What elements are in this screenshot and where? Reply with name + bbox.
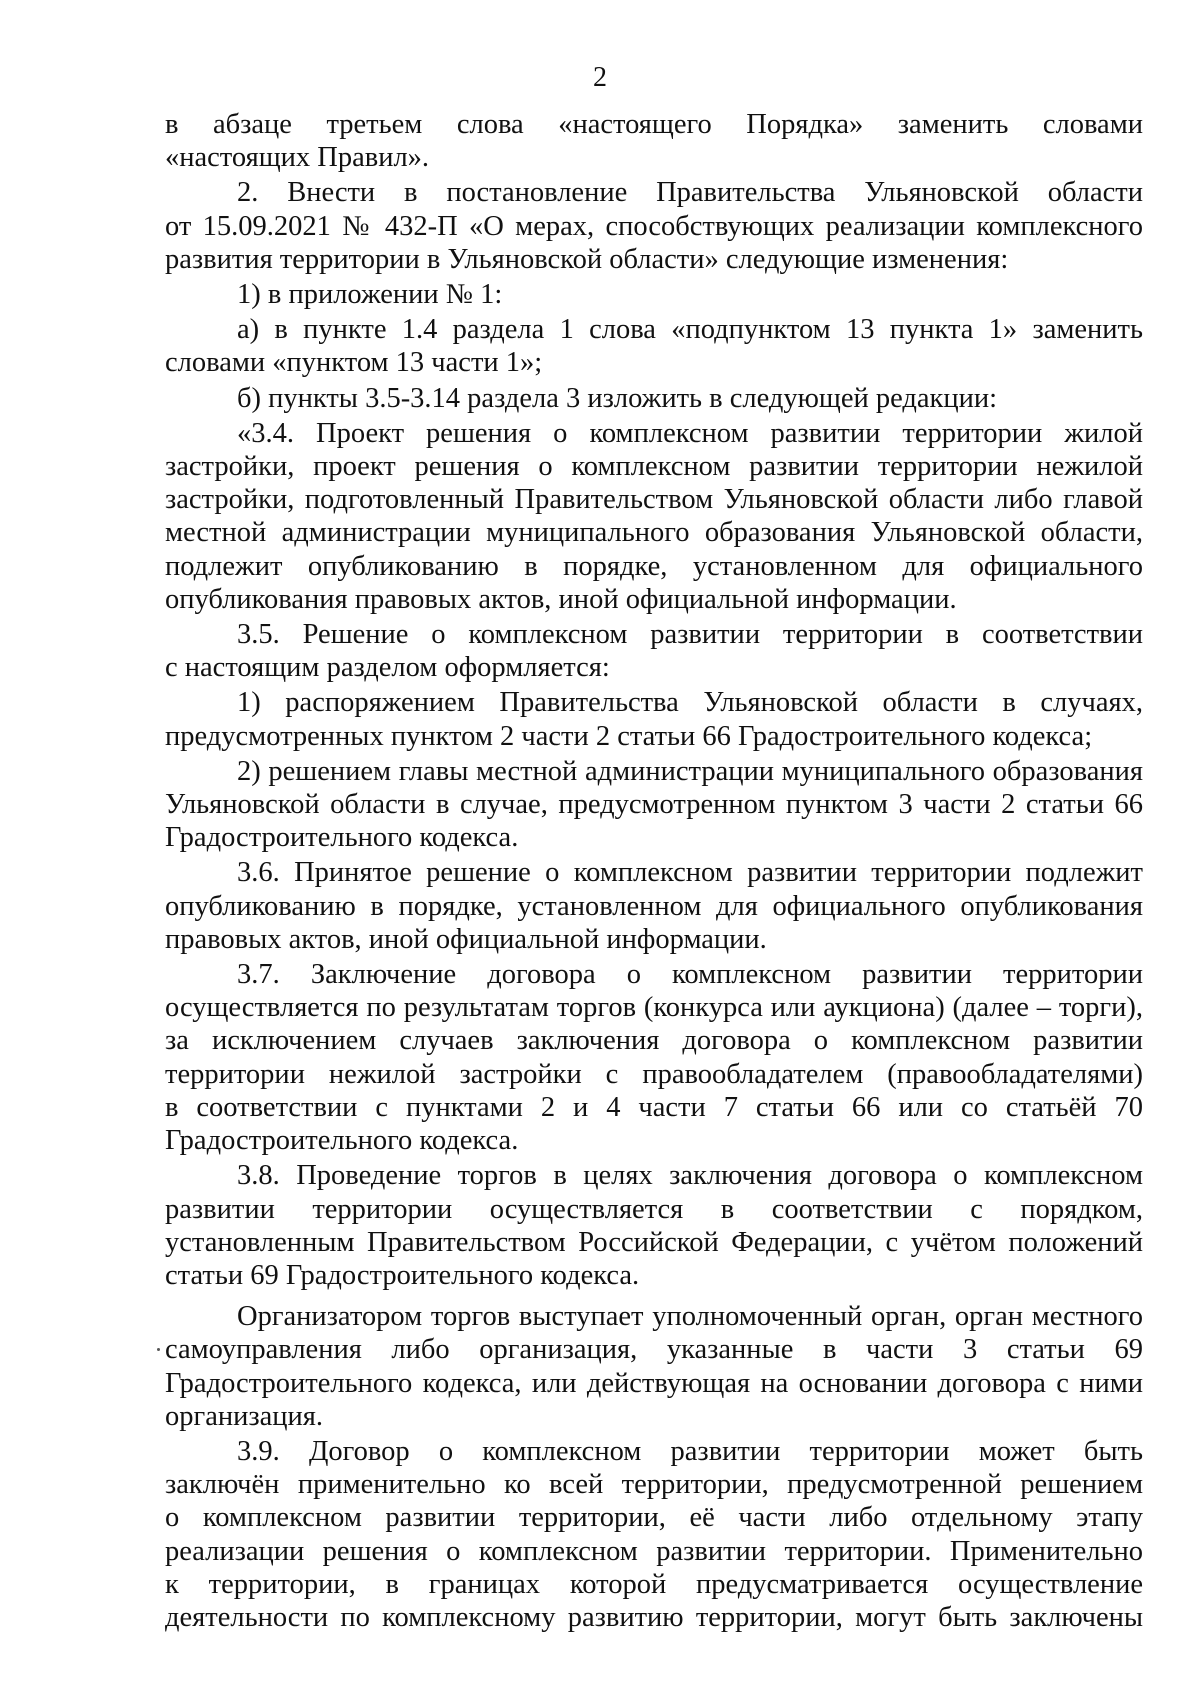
text-line: к территории, в границах которой предусматривается осуществление xyxy=(165,1568,1143,1600)
text-line: Градостроительного кодекса. xyxy=(165,822,519,854)
text-line: реализации решения о комплексном развитии территории. Применительно xyxy=(165,1535,1143,1567)
text-line: статьи 69 Градостроительного кодекса. xyxy=(165,1259,640,1291)
text-line: местной администрации муниципального образования Ульяновской области, xyxy=(165,517,1143,549)
page-number: 2 xyxy=(593,62,607,93)
text-line: за исключением случаев заключения договора о комплексном развитии xyxy=(165,1025,1143,1057)
text-line: правовых актов, иной официальной информации. xyxy=(165,923,767,955)
text-line: 1) в приложении № 1: xyxy=(237,279,503,311)
text-line: словами «пунктом 13 части 1»; xyxy=(165,347,543,379)
text-line: 3.9. Договор о комплексном развитии территории может быть xyxy=(237,1435,1143,1467)
text-line: заключён применительно ко всей территории, предусмотренной решением xyxy=(165,1469,1143,1501)
text-line: 1) распоряжением Правительства Ульяновской области в случаях, xyxy=(237,687,1143,719)
text-line: а) в пункте 1.4 раздела 1 слова «подпунктом 13 пункта 1» заменить xyxy=(237,314,1143,346)
text-line: установленным Правительством Российской Федерации, с учётом положений xyxy=(165,1226,1143,1258)
text-line: подлежит опубликованию в порядке, установленном для официального xyxy=(165,550,1143,582)
text-line: от 15.09.2021 № 432-П «О мерах, способствующих реализации комплексного xyxy=(165,210,1143,242)
text-line: застройки, подготовленный Правительством Ульяновской области либо главой xyxy=(165,484,1143,516)
scan-speck xyxy=(157,1348,160,1351)
text-line: опубликованию в порядке, установленном для официального опубликования xyxy=(165,890,1143,922)
text-line: в абзаце третьем слова «настоящего Порядка» заменить словами xyxy=(165,109,1143,140)
text-line: о комплексном развитии территории, её части либо отдельному этапу xyxy=(165,1502,1143,1534)
text-line: 3.7. Заключение договора о комплексном развитии территории xyxy=(237,959,1143,991)
text-line: с настоящим разделом оформляется: xyxy=(165,652,610,684)
text-line: развитии территории осуществляется в соответствии с порядком, xyxy=(165,1193,1143,1225)
text-line: «настоящих Правил». xyxy=(165,142,430,174)
text-line: б) пункты 3.5-3.14 раздела 3 изложить в следующей редакции: xyxy=(237,382,998,414)
text-line: застройки, проект решения о комплексном развитии территории нежилой xyxy=(165,451,1143,483)
text-line: 3.6. Принятое решение о комплексном развитии территории подлежит xyxy=(237,857,1143,889)
document-body xyxy=(165,108,1143,1634)
text-line: 3.8. Проведение торгов в целях заключения договора о комплексном xyxy=(237,1160,1143,1192)
text-line: самоуправления либо организация, указанные в части 3 статьи 69 xyxy=(165,1334,1143,1366)
text-line: 3.5. Решение о комплексном развитии территории в соответствии xyxy=(237,619,1143,651)
text-line: Ульяновской области в случае, предусмотренном пунктом 3 части 2 статьи 66 xyxy=(165,789,1143,821)
text-line: деятельности по комплексному развитию территории, могут быть заключены xyxy=(165,1601,1143,1633)
text-line: в соответствии с пунктами 2 и 4 части 7 статьи 66 или со статьёй 70 xyxy=(165,1091,1143,1123)
text-line: организация. xyxy=(165,1400,323,1432)
text-line: осуществляется по результатам торгов (конкурса или аукциона) (далее – торги), xyxy=(165,992,1143,1024)
text-line: развития территории в Ульяновской области» следующие изменения: xyxy=(165,243,1009,275)
text-line: Градостроительного кодекса, или действующая на основании договора с ними xyxy=(165,1367,1143,1399)
text-line: Градостроительного кодекса. xyxy=(165,1125,519,1157)
text-line: опубликования правовых актов, иной официальной информации. xyxy=(165,583,957,615)
text-line: Организатором торгов выступает уполномоченный орган, орган местного xyxy=(237,1301,1143,1333)
text-line: 2) решением главы местной администрации муниципального образования xyxy=(237,755,1143,787)
text-line: территории нежилой застройки с правообладателем (правообладателями) xyxy=(165,1058,1143,1090)
text-line: предусмотренных пунктом 2 части 2 статьи 66 Градостроительного кодекса; xyxy=(165,720,1093,752)
text-line: «3.4. Проект решения о комплексном развитии территории жилой xyxy=(237,417,1143,449)
text-line: 2. Внести в постановление Правительства Ульяновской области xyxy=(237,177,1143,209)
